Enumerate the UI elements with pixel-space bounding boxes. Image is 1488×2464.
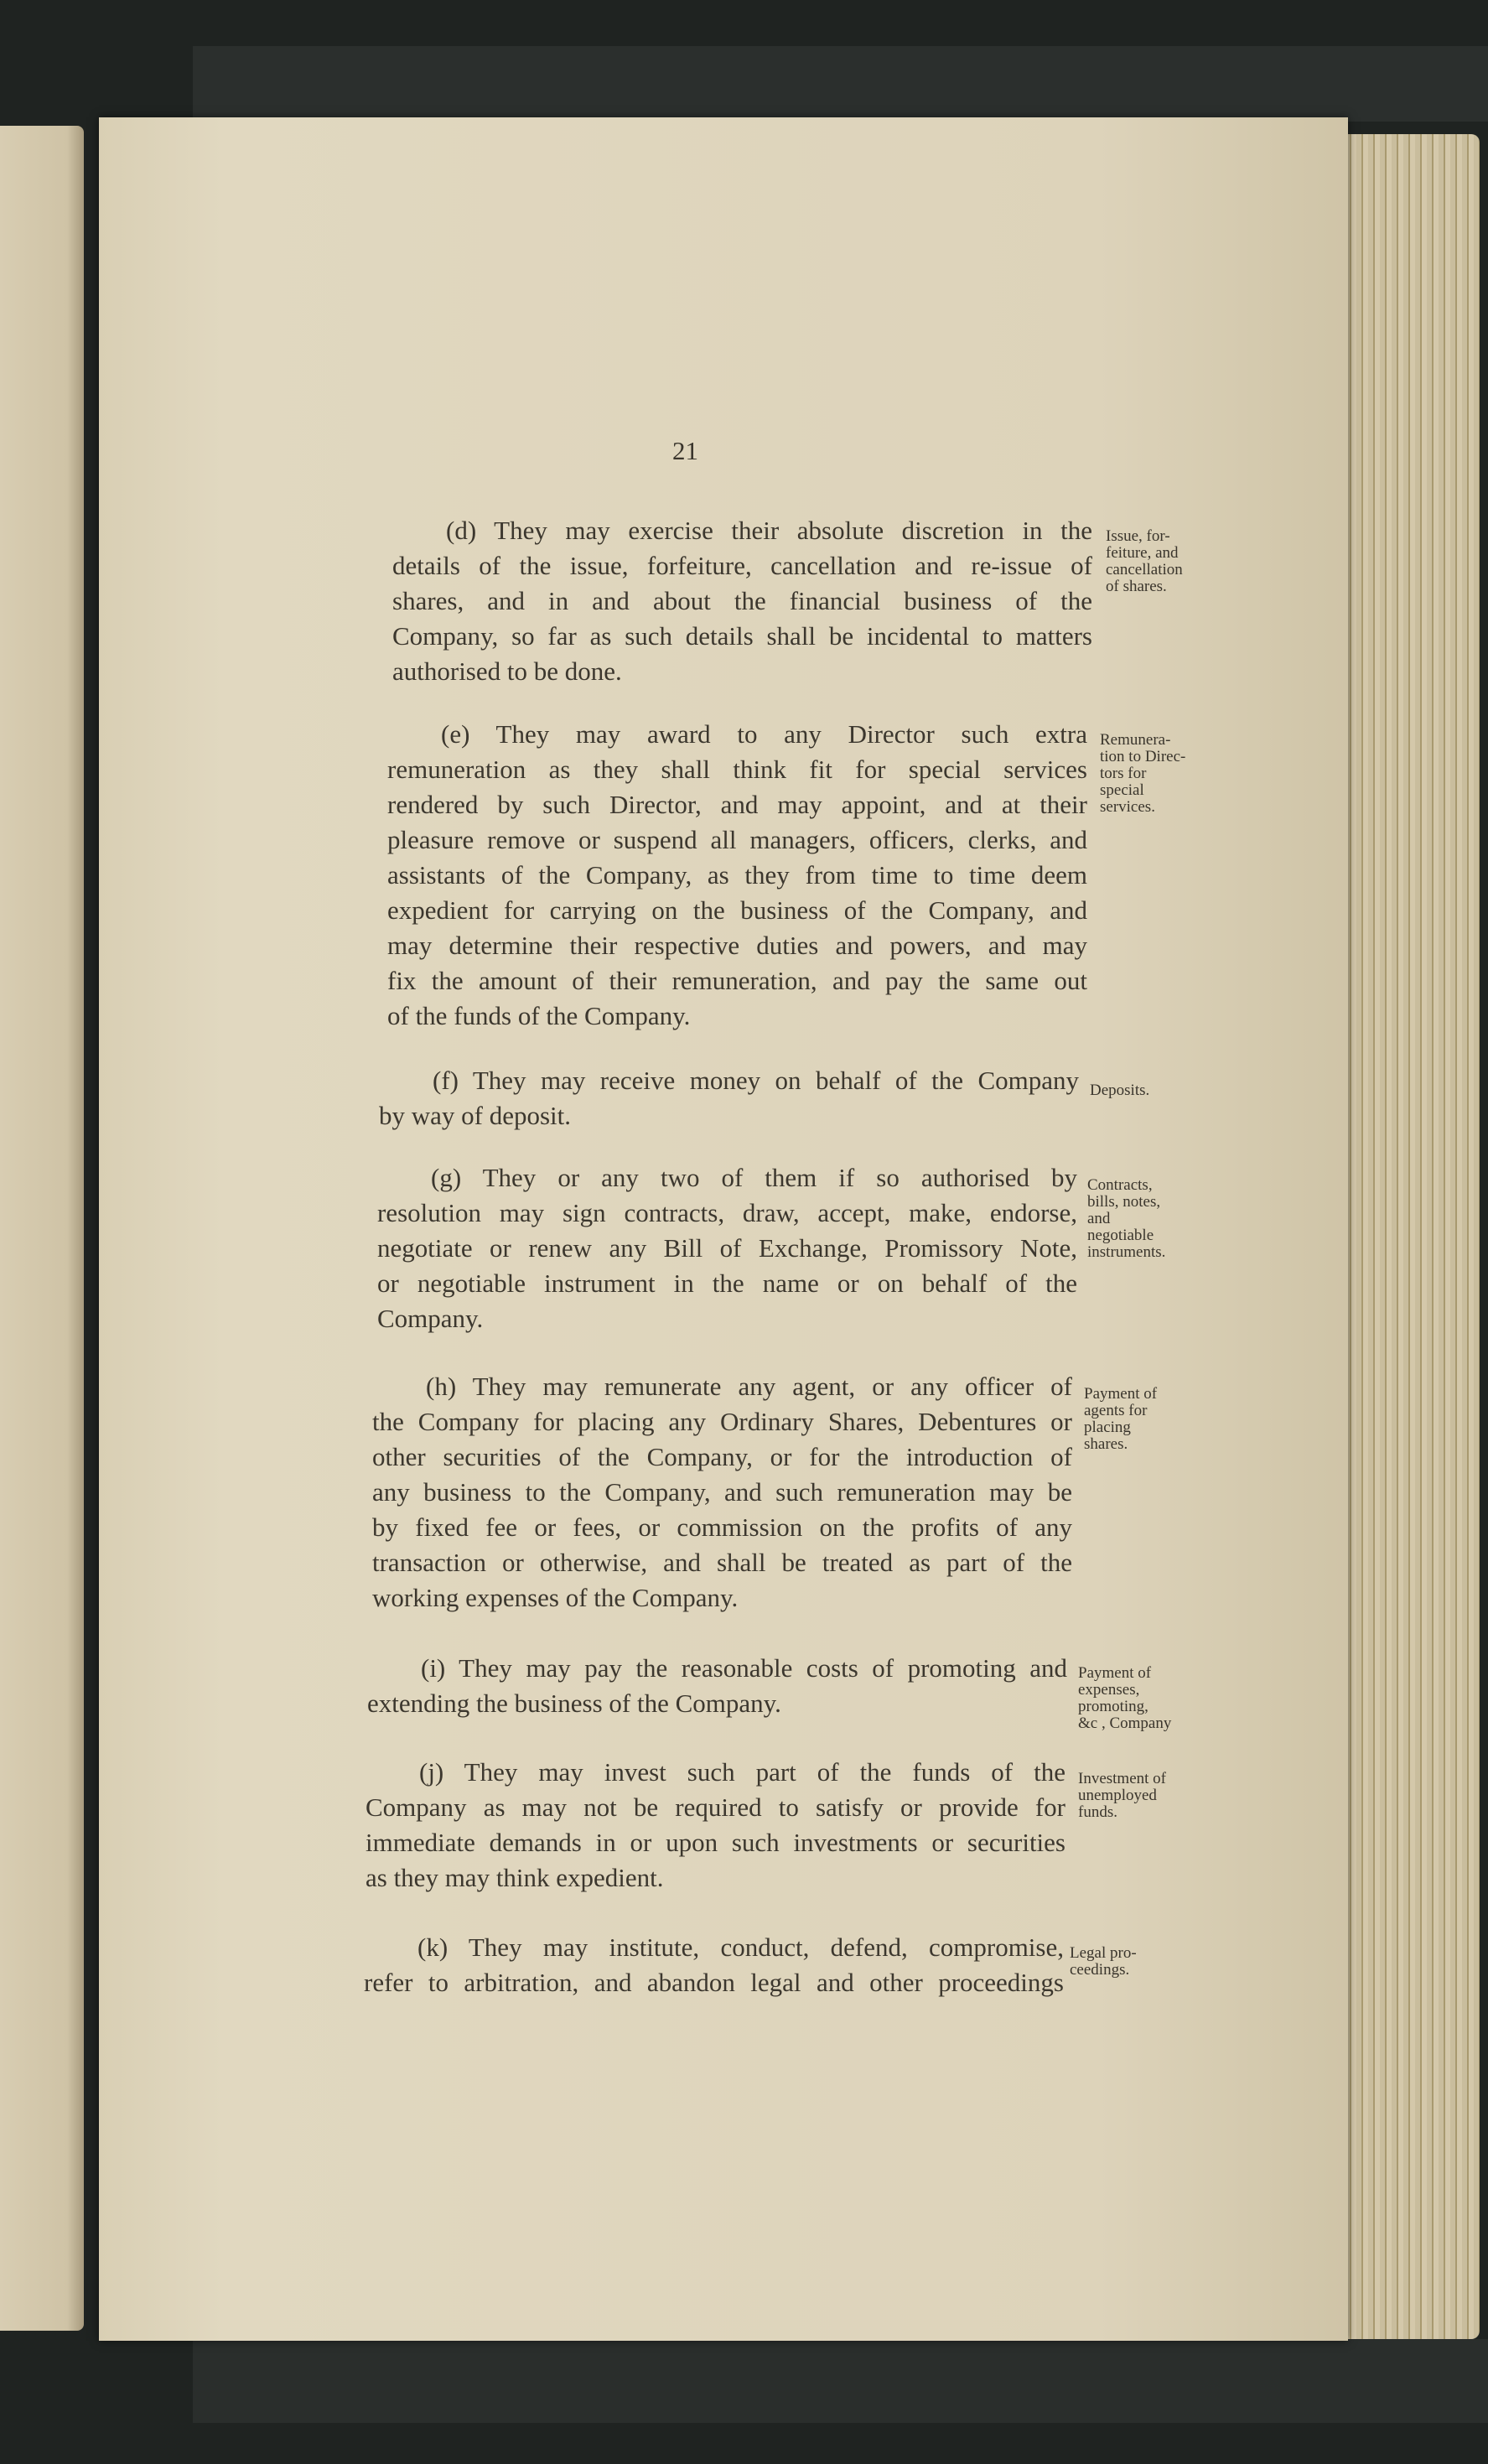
text-line: negotiate or renew any Bill of Exchange, Promissory Note, xyxy=(377,1233,1077,1263)
text-line: immediate demands in or upon such investments or securities xyxy=(366,1828,1065,1857)
text-line: transaction or otherwise, and shall be treated as part of the xyxy=(372,1548,1072,1577)
text-line: expedient for carrying on the business of the Company, and xyxy=(387,895,1087,925)
margin-note-line: of shares. xyxy=(1106,578,1167,595)
margin-note xyxy=(1070,1945,1137,1979)
margin-note xyxy=(1106,528,1183,595)
margin-note xyxy=(1078,1665,1171,1732)
text-line: by fixed fee or fees, or commission on the profits of any xyxy=(372,1512,1072,1542)
margin-note-line: placing xyxy=(1084,1419,1131,1436)
text-line: (f) They may receive money on behalf of the Company xyxy=(433,1066,1079,1095)
margin-note-line: Remunera- xyxy=(1100,731,1171,749)
margin-note-line: funds. xyxy=(1078,1803,1117,1821)
facing-page-edge xyxy=(0,126,84,2331)
text-line: Company. xyxy=(377,1304,484,1333)
paragraph xyxy=(366,1755,1065,1896)
margin-note-line: expenses, xyxy=(1078,1681,1140,1699)
text-line: (k) They may institute, conduct, defend, compromise, xyxy=(417,1932,1064,1962)
text-line: authorised to be done. xyxy=(392,656,622,686)
margin-note-line: tion to Direc- xyxy=(1100,748,1186,765)
text-line: (i) They may pay the reasonable costs of promoting and xyxy=(421,1653,1067,1683)
paragraph xyxy=(387,717,1087,1034)
text-line: shares, and in and about the financial business of the xyxy=(392,586,1092,615)
margin-note-line: Payment of xyxy=(1084,1385,1158,1403)
text-line: (g) They or any two of them if so authorised by xyxy=(431,1163,1077,1192)
text-line: fix the amount of their remuneration, and pay the same out xyxy=(387,966,1087,995)
book-cover-top xyxy=(193,46,1488,122)
text-line: refer to arbitration, and abandon legal and other proceedings xyxy=(364,1968,1064,1997)
text-line: (d) They may exercise their absolute discretion in the xyxy=(446,516,1092,545)
margin-note-line: Contracts, xyxy=(1087,1176,1153,1194)
text-line: rendered by such Director, and may appoint, and at their xyxy=(387,790,1087,819)
margin-note-line: Issue, for- xyxy=(1106,527,1170,545)
margin-note xyxy=(1087,1177,1165,1261)
text-line: Company as may not be required to satisfy or provide for xyxy=(366,1792,1065,1822)
margin-note xyxy=(1078,1771,1166,1821)
text-line: assistants of the Company, as they from time to time deem xyxy=(387,860,1087,890)
margin-note xyxy=(1100,732,1185,816)
text-line: extending the business of the Company. xyxy=(367,1688,781,1718)
margin-note-line: negotiable xyxy=(1087,1227,1154,1244)
text-line: or negotiable instrument in the name or on behalf of the xyxy=(377,1268,1077,1298)
page-stack-edge xyxy=(1333,134,1480,2339)
text-line: by way of deposit. xyxy=(379,1101,572,1130)
text-line: as they may think expedient. xyxy=(366,1863,664,1892)
text-line: Company, so far as such details shall be incidental to matters xyxy=(392,621,1092,651)
paragraph xyxy=(367,1651,1067,1721)
margin-note-line: promoting, xyxy=(1078,1698,1148,1715)
margin-note-line: services. xyxy=(1100,798,1155,816)
paragraph xyxy=(364,1930,1064,2000)
book-cover-bottom xyxy=(193,2339,1488,2423)
text-line: (j) They may invest such part of the funds of the xyxy=(419,1757,1065,1787)
margin-note-line: &c , Company xyxy=(1078,1714,1172,1732)
paragraph xyxy=(379,1063,1079,1133)
margin-note-line: Legal pro- xyxy=(1070,1944,1137,1962)
margin-note-line: agents for xyxy=(1084,1402,1148,1419)
margin-note-line: feiture, and xyxy=(1106,544,1179,562)
margin-note-line: tors for xyxy=(1100,765,1147,782)
margin-note-line: cancellation xyxy=(1106,561,1183,578)
margin-note-line: Deposits. xyxy=(1090,1082,1150,1099)
text-line: (e) They may award to any Director such extra xyxy=(441,719,1087,749)
margin-note xyxy=(1084,1386,1157,1453)
text-line: resolution may sign contracts, draw, accept, make, endorse, xyxy=(377,1198,1077,1227)
text-line: remuneration as they shall think fit for special services xyxy=(387,755,1087,784)
text-line: pleasure remove or suspend all managers, officers, clerks, and xyxy=(387,825,1087,854)
text-line: details of the issue, forfeiture, cancellation and re-issue of xyxy=(392,551,1092,580)
margin-note-line: unemployed xyxy=(1078,1787,1157,1804)
paragraph xyxy=(377,1160,1077,1336)
text-line: any business to the Company, and such remuneration may be xyxy=(372,1477,1072,1507)
margin-note-line: special xyxy=(1100,781,1144,799)
paragraph xyxy=(372,1369,1072,1616)
margin-note-line: instruments. xyxy=(1087,1243,1166,1261)
margin-note-line: shares. xyxy=(1084,1435,1128,1453)
text-line: may determine their respective duties and powers, and may xyxy=(387,931,1087,960)
page-number: 21 xyxy=(672,436,698,465)
margin-note-line: bills, notes, xyxy=(1087,1193,1161,1211)
text-line: the Company for placing any Ordinary Shares, Debentures or xyxy=(372,1407,1072,1436)
margin-note-line: Payment of xyxy=(1078,1664,1152,1682)
margin-note xyxy=(1090,1082,1149,1099)
text-line: of the funds of the Company. xyxy=(387,1001,691,1030)
text-line: working expenses of the Company. xyxy=(372,1583,739,1612)
margin-note-line: ceedings. xyxy=(1070,1961,1130,1979)
paragraph xyxy=(392,513,1092,689)
margin-note-line: and xyxy=(1087,1210,1111,1227)
text-line: other securities of the Company, or for the introduction of xyxy=(372,1442,1072,1471)
text-line: (h) They may remunerate any agent, or any officer of xyxy=(426,1372,1072,1401)
margin-note-line: Investment of xyxy=(1078,1770,1167,1787)
